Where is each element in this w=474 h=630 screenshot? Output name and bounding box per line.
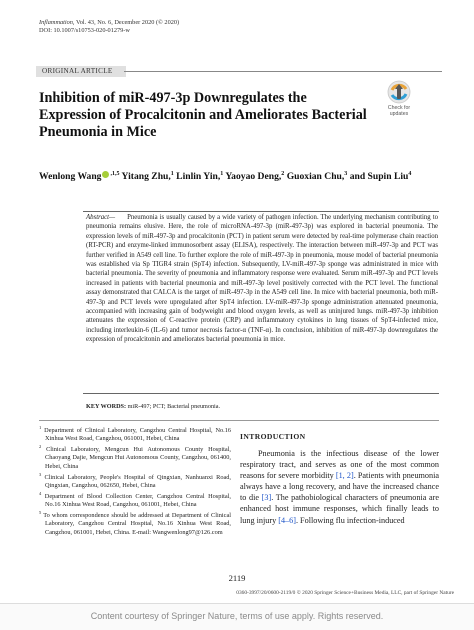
author-list (39, 168, 459, 183)
footnote-5: $^5$ To whom correspondence should be addressed at Department of Clinical Laboratory, Cangzhou Central Hospital, No.16 Xinhua West Road, Cangzhou, 061001, Hebei, China. E-mail: Wangwenlong97@126.com (39, 510, 231, 536)
citation-link-3[interactable]: [4–6] (278, 515, 296, 525)
introduction-heading: INTRODUCTION (240, 432, 306, 441)
abstract-label: Abstract— (86, 214, 116, 221)
check-for-updates-label-2: updates (389, 111, 409, 117)
keywords-text: miR-497; PCT; Bacterial pneumonia. (127, 403, 221, 410)
copyright-line: 0360-3997/20/0600-2119/0 © 2020 Springer Science+Business Media, LLC, part of Springer Nature (236, 590, 454, 596)
footnote-2: $^2$ Clinical Laboratory, Mengcun Hui Autonomous County Hospital, Chaoyang Dajie, Mengcun Hui Autonomous County, Cangzhou, 061400, Hebei, China (39, 444, 231, 470)
author-5: Guoxian Chu,$^3$ (286, 171, 348, 183)
journal-name: Inflammation, (39, 19, 75, 26)
author-6: and Supin Liu$^4$ (349, 171, 412, 183)
journal-doi: DOI: 10.1007/s10753-020-01279-w (39, 27, 130, 34)
courtesy-text: Content courtesy of Springer Nature, terms of use apply. Rights reserved. (90, 611, 384, 621)
footnote-rule (39, 420, 439, 421)
footnote-3: $^3$ Clinical Laboratory, People's Hospital of Qingxian, Nanhuanxi Road, Qingxian, Cangzhou, 062650, Hebei, China (39, 471, 231, 489)
journal-header (39, 19, 179, 35)
affiliations (39, 424, 231, 537)
orcid-icon[interactable] (102, 171, 109, 178)
check-for-updates-label-1: Check for (387, 105, 411, 111)
section-badge: ORIGINAL ARTICLE (36, 66, 126, 77)
abstract-bottom-rule (83, 393, 439, 394)
keywords (86, 403, 438, 411)
keywords-label: KEY WORDS: (86, 403, 127, 410)
author-4: Yaoyao Deng,$^2$ (225, 171, 285, 183)
abstract-top-rule (83, 211, 439, 212)
section-rule (124, 71, 442, 72)
author-2: Yitang Zhu,$^1$ (121, 171, 174, 183)
author-1[interactable]: Wenlong Wang $^{,1,5}$ (39, 171, 120, 183)
footnote-4: $^4$ Department of Blood Collection Center, Cangzhou Central Hospital, No.16 Xinhua West Road, Cangzhou, 061001, Hebei, China (39, 490, 232, 509)
article-title: Inhibition of miR-497-3p Downregulates the Expression of Procalcitonin and Ameliorates Bacterial Pneumonia in Mice (39, 90, 367, 140)
check-for-updates-button[interactable] (378, 80, 420, 117)
introduction-body: Pneumonia is the infectious disease of the lower respiratory tract, and serves as one of the most common reasons for severe morbidity [1, 2]. Patients with pneumonia always have a long recovery, and have the increased chance to die [3]. The pathobiological characters of pneumonia are enhanced host immune responses, which finally leads to lung injury [4–6]. Following flu infection-induced (240, 449, 440, 525)
check-for-updates-icon (380, 80, 418, 104)
journal-volume: Vol. 43, No. 6, December 2020 (© 2020) (75, 19, 180, 26)
abstract-text: Pneumonia is usually caused by a wide variety of pathogen infection. The underlying mechanism contributing to pneumonia remains elusive. Here, the role of microRNA-497-3p (miR-497-3p) was explored in bacterial pneumonia. The expression levels of miR-497-3p and procalcitonin (PCT) in patient serum were detected by real-time polymerase chain reaction (RT-PCR) and enzyme-linked immunosorbent assay (ELISA), respectively. The interaction between miR-497-3p and PCT was further verified in A549 cell line. To further explore the role of miR-497-3p in pneumonia, mouse model of bacterial pneumonia was established via Sp TIGR4 strain (SpT4) infection. Subsequently, LV-miR-497-3p sponge was administrated in mice with bacterial pneumonia. The severity of pneumonia and inflammatory response were evaluated. Serum miR-497-3p and PCT levels increased in patients with bacterial pneumonia and miR-497-3p level positively corrected with the PCT level. The functional assay demonstrated that CALCA is the target of miR-497-3p in the A549 cell line. In mice with bacterial pneumonia, both miR-497-3p and PCT levels were upregulated after SpT4 infection. LV-miR-497-3p sponge administration attenuated pneumonia, accompanied with increasing gain of bodyweight and blood oxygen levels, as well as uninjured lungs. miR-497-3p inhibition attenuates the expression of C-reactive protein (CRP) and inflammatory cytokines in lung tissues of SpT4-infected mice, including interleukin-6 (IL-6) and tumor necrosis factor-α (TNF-α). In conclusion, inhibition of miR-497-3p downregulates the expression of procalcitonin and ameliorates bacterial pneumonia in mice. (86, 214, 438, 344)
page-number: 2119 (228, 573, 246, 583)
citation-link-2[interactable]: [3] (261, 493, 272, 503)
footnote-1: $^1$ Department of Clinical Laboratory, Cangzhou Central Hospital, No.16 Xinhua West Road, Cangzhou, 061001, Hebei, China (39, 425, 232, 443)
citation-link-1[interactable]: [1, 2] (335, 471, 354, 481)
abstract (86, 213, 438, 345)
author-3: Linlin Yin,$^1$ (176, 171, 224, 183)
